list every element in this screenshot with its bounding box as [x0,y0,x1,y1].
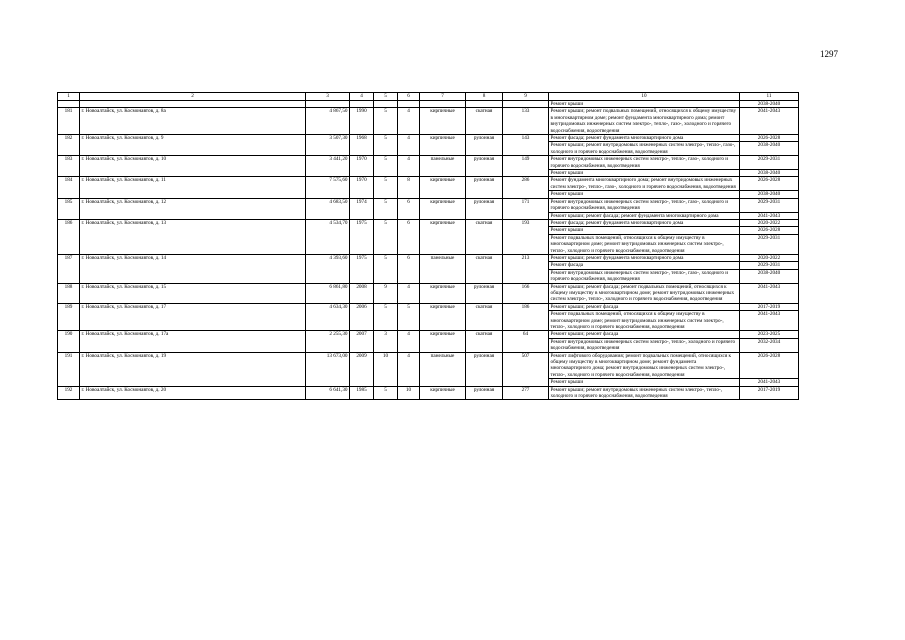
period-cell: 2038-2040 [740,101,799,108]
capital-repair-table [57,92,799,400]
building-walls: кирпичные [420,177,466,198]
building-floors: 10 [374,352,398,386]
period-cell: 2032-2034 [740,338,799,352]
building-walls: панельные [420,352,466,386]
building-year: 2007 [350,331,374,352]
building-address: г. Новоалтайск, ул. Космонавтов, д. 11 [80,177,306,198]
building-roof: скатная [466,108,503,135]
building-floors: 5 [374,386,398,400]
building-area: 6 861,80 [306,283,350,303]
building-number: 189 [58,303,80,331]
building-number: 187 [58,254,80,283]
building-address: г. Новоалтайск, ул. Космонавтов, д. 13 [80,219,306,254]
building-residents: 149 [503,156,549,177]
col-header: 9 [503,93,549,101]
building-number: 190 [58,331,80,352]
table-row [58,254,799,261]
col-header: 10 [549,93,740,101]
period-cell: 2020-2022 [740,219,799,226]
work-cell: Ремонт фундамента многоквартирного дома; ремонт внутридомовых инженерных систем электро-, тепло-, газо-, холодного и горячего водоснабжения, водоотведения [549,177,740,191]
period-cell: 2020-2022 [740,254,799,261]
building-year: 1985 [350,386,374,400]
work-cell: Ремонт крыши; ремонт фасада; ремонт подвальных помещений, относящихся к общему имуществу в многоквартирном доме; ремонт внутридомовых инженерных систем электро-, тепло-, холодного и горячего водоснабжения, водоотведения [549,283,740,303]
building-number: 181 [58,108,80,135]
building-area: 4 683,50 [306,198,350,219]
period-cell: 2041-2043 [740,379,799,386]
building-floors: 5 [374,135,398,156]
building-residents: 143 [503,135,549,156]
col-header: 4 [350,93,374,101]
building-walls: кирпичные [420,135,466,156]
work-cell: Ремонт крыши; ремонт подвальных помещений, относящихся к общему имуществу в многоквартирном доме; ремонт фундамента многоквартирного дома; ремонт внутридомовых инженерных систем электро-, тепло-, газо-, холодного и горячего водоснабжения, водоотведения [549,108,740,135]
work-cell: Ремонт фасада; ремонт фундамента многоквартирного дома [549,219,740,226]
building-floors: 3 [374,331,398,352]
building-address: г. Новоалтайск, ул. Космонавтов, д. 14 [80,254,306,283]
building-roof: скатная [466,254,503,283]
work-cell: Ремонт внутридомовых инженерных систем электро-, тепло-, газо-, холодного и горячего водоснабжения, водоотведения [549,198,740,212]
building-roof: рулонная [466,283,503,303]
period-cell: 2029-2031 [740,156,799,170]
work-cell: Ремонт внутридомовых инженерных систем электро-, тепло-, газо-, холодного и горячего водоснабжения, водоотведения [549,156,740,170]
work-cell: Ремонт крыши; ремонт фасада; ремонт фундамента многоквартирного дома [549,212,740,219]
building-walls: кирпичные [420,386,466,400]
building-area: 4 393,60 [306,254,350,283]
building-number: 188 [58,283,80,303]
period-cell: 2041-2043 [740,283,799,303]
col-header: 6 [398,93,420,101]
building-year: 1970 [350,177,374,198]
period-cell: 2041-2043 [740,212,799,219]
table-row [58,156,799,170]
col-header: 1 [58,93,80,101]
building-roof: рулонная [466,386,503,400]
table-row [58,303,799,310]
building-floors: 5 [374,254,398,283]
building-floors: 5 [374,156,398,177]
work-cell: Ремонт крыши; ремонт фасада [549,331,740,338]
building-address: г. Новоалтайск, ул. Космонавтов, д. 17 [80,303,306,331]
building-year: 2006 [350,303,374,331]
period-cell: 2017-2019 [740,386,799,400]
building-year: 1968 [350,135,374,156]
col-header: 8 [466,93,503,101]
building-year: 2009 [350,352,374,386]
building-residents: 133 [503,108,549,135]
period-cell: 2038-2040 [740,142,799,156]
building-floors: 5 [374,198,398,219]
col-header: 3 [306,93,350,101]
building-residents: 277 [503,386,549,400]
building-floors: 5 [374,303,398,331]
period-cell: 2026-2028 [740,135,799,142]
col-header: 7 [420,93,466,101]
work-cell: Ремонт крыши; ремонт фундамента многоквартирного дома [549,254,740,261]
table-row [58,219,799,226]
building-number: 183 [58,156,80,177]
building-walls: кирпичные [420,331,466,352]
work-cell: Ремонт крыши; ремонт внутридомовых инженерных систем электро-, тепло-, газо-, холодного и горячего водоснабжения, водоотведения [549,142,740,156]
work-cell: Ремонт крыши; ремонт внутридомовых инженерных систем электро-, тепло-, холодного и горячего водоснабжения, водоотведения [549,386,740,400]
table-row [58,108,799,135]
building-area: 3 441,20 [306,156,350,177]
building-entrances: 6 [398,198,420,219]
building-residents: 213 [503,254,549,283]
building-walls: кирпичные [420,198,466,219]
table-row [58,352,799,379]
building-roof: скатная [466,303,503,331]
period-cell: 2026-2028 [740,177,799,191]
period-cell: 2041-2043 [740,311,799,331]
period-cell: 2026-2028 [740,352,799,379]
building-year: 1970 [350,156,374,177]
page-number: 1297 [820,49,838,59]
work-cell: Ремонт внутридомовых инженерных систем электро-, тепло-, холодного и горячего водоснабжения, водоотведения [549,338,740,352]
building-number: 192 [58,386,80,400]
building-number: 185 [58,198,80,219]
building-address: г. Новоалтайск, ул. Космонавтов, д. 15 [80,283,306,303]
header-row [58,93,799,101]
building-walls: панельные [420,254,466,283]
building-area: 2 255,30 [306,331,350,352]
period-cell: 2029-2031 [740,262,799,269]
work-cell: Ремонт крыши [549,191,740,198]
work-cell: Ремонт фасада; ремонт фундамента многоквартирного дома [549,135,740,142]
building-walls: кирпичные [420,219,466,254]
building-entrances: 4 [398,352,420,386]
table-row [58,386,799,400]
building-number: 182 [58,135,80,156]
building-residents: 193 [503,219,549,254]
building-residents: 171 [503,198,549,219]
building-number: 184 [58,177,80,198]
period-cell: 2041-2043 [740,108,799,135]
building-roof: рулонная [466,156,503,177]
building-year: 2008 [350,283,374,303]
table-row [58,198,799,212]
period-cell: 2026-2028 [740,227,799,234]
building-entrances: 6 [398,219,420,254]
period-cell: 2029-2031 [740,198,799,212]
building-area: 7 575,60 [306,177,350,198]
building-year: 1974 [350,198,374,219]
period-cell: 2038-2040 [740,269,799,283]
building-floors: 5 [374,219,398,254]
period-cell: 2038-2040 [740,191,799,198]
work-cell: Ремонт крыши [549,227,740,234]
building-number: 191 [58,352,80,386]
building-roof: рулонная [466,352,503,386]
building-floors: 9 [374,283,398,303]
period-cell: 2017-2019 [740,303,799,310]
building-entrances: 4 [398,331,420,352]
work-cell: Ремонт подвальных помещений, относящихся к общему имуществу в многоквартирном доме; ремонт внутридомовых инженерных систем электро-, тепло-, холодного и горячего водоснабжения, водоотведения [549,234,740,254]
building-area: 13 673,00 [306,352,350,386]
building-residents: 166 [503,283,549,303]
building-roof: скатная [466,331,503,352]
building-address: г. Новоалтайск, ул. Космонавтов, д. 10 [80,156,306,177]
col-header: 2 [80,93,306,101]
building-entrances: 10 [398,386,420,400]
building-entrances: 4 [398,135,420,156]
building-address: г. Новоалтайск, ул. Космонавтов, д. 8а [80,108,306,135]
building-walls: панельные [420,156,466,177]
work-cell: Ремонт внутридомовых инженерных систем электро-, тепло-, газо-, холодного и горячего водоснабжения, водоотведения [549,269,740,283]
building-residents: 507 [503,352,549,386]
building-walls: кирпичные [420,303,466,331]
building-entrances: 6 [398,254,420,283]
table-row [58,135,799,142]
building-area: 4 634,30 [306,303,350,331]
building-floors: 5 [374,108,398,135]
building-address: г. Новоалтайск, ул. Космонавтов, д. 9 [80,135,306,156]
building-floors: 5 [374,177,398,198]
col-header: 11 [740,93,799,101]
continuation-row [58,101,799,108]
building-roof: рулонная [466,135,503,156]
building-address: г. Новоалтайск, ул. Космонавтов, д. 12 [80,198,306,219]
building-year: 1975 [350,219,374,254]
building-number: 186 [58,219,80,254]
table-row [58,283,799,303]
building-entrances: 5 [398,303,420,331]
period-cell: 2023-2025 [740,331,799,338]
col-header: 5 [374,93,398,101]
building-residents: 64 [503,331,549,352]
building-roof: рулонная [466,198,503,219]
building-residents: 286 [503,177,549,198]
building-area: 4 534,70 [306,219,350,254]
table-row [58,331,799,338]
work-cell: Ремонт лифтового оборудования; ремонт подвальных помещений, относящихся к общему имуществу в многоквартирном доме; ремонт фундамента многоквартирного дома; ремонт внутридомовых инженерных систем электро-, тепло-, холодного и горячего водоснабжения, водоотведения [549,352,740,379]
building-address: г. Новоалтайск, ул. Космонавтов, д. 19 [80,352,306,386]
building-entrances: 4 [398,283,420,303]
building-year: 1975 [350,254,374,283]
building-entrances: 4 [398,108,420,135]
building-entrances: 8 [398,177,420,198]
building-residents: 186 [503,303,549,331]
building-walls: кирпичные [420,108,466,135]
building-area: 3 507,30 [306,135,350,156]
period-cell: 2029-2031 [740,234,799,254]
building-year: 1990 [350,108,374,135]
building-address: г. Новоалтайск, ул. Космонавтов, д. 17а [80,331,306,352]
building-area: 6 641,30 [306,386,350,400]
work-cell: Ремонт крыши [549,379,740,386]
work-cell: Ремонт фасада [549,262,740,269]
building-address: г. Новоалтайск, ул. Космонавтов, д. 20 [80,386,306,400]
building-walls: кирпичные [420,283,466,303]
period-cell: 2038-2040 [740,170,799,177]
building-entrances: 4 [398,156,420,177]
work-cell: Ремонт подвальных помещений, относящихся к общему имуществу в многоквартирном доме; ремонт внутридомовых инженерных систем электро-, тепло-, холодного и горячего водоснабжения, водоотведения [549,311,740,331]
building-roof: скатная [466,219,503,254]
building-roof: рулонная [466,177,503,198]
table-row [58,177,799,191]
work-cell: Ремонт крыши [549,170,740,177]
work-cell: Ремонт крыши; ремонт фасада [549,303,740,310]
work-cell: Ремонт крыши [549,101,740,108]
building-area: 4 867,50 [306,108,350,135]
